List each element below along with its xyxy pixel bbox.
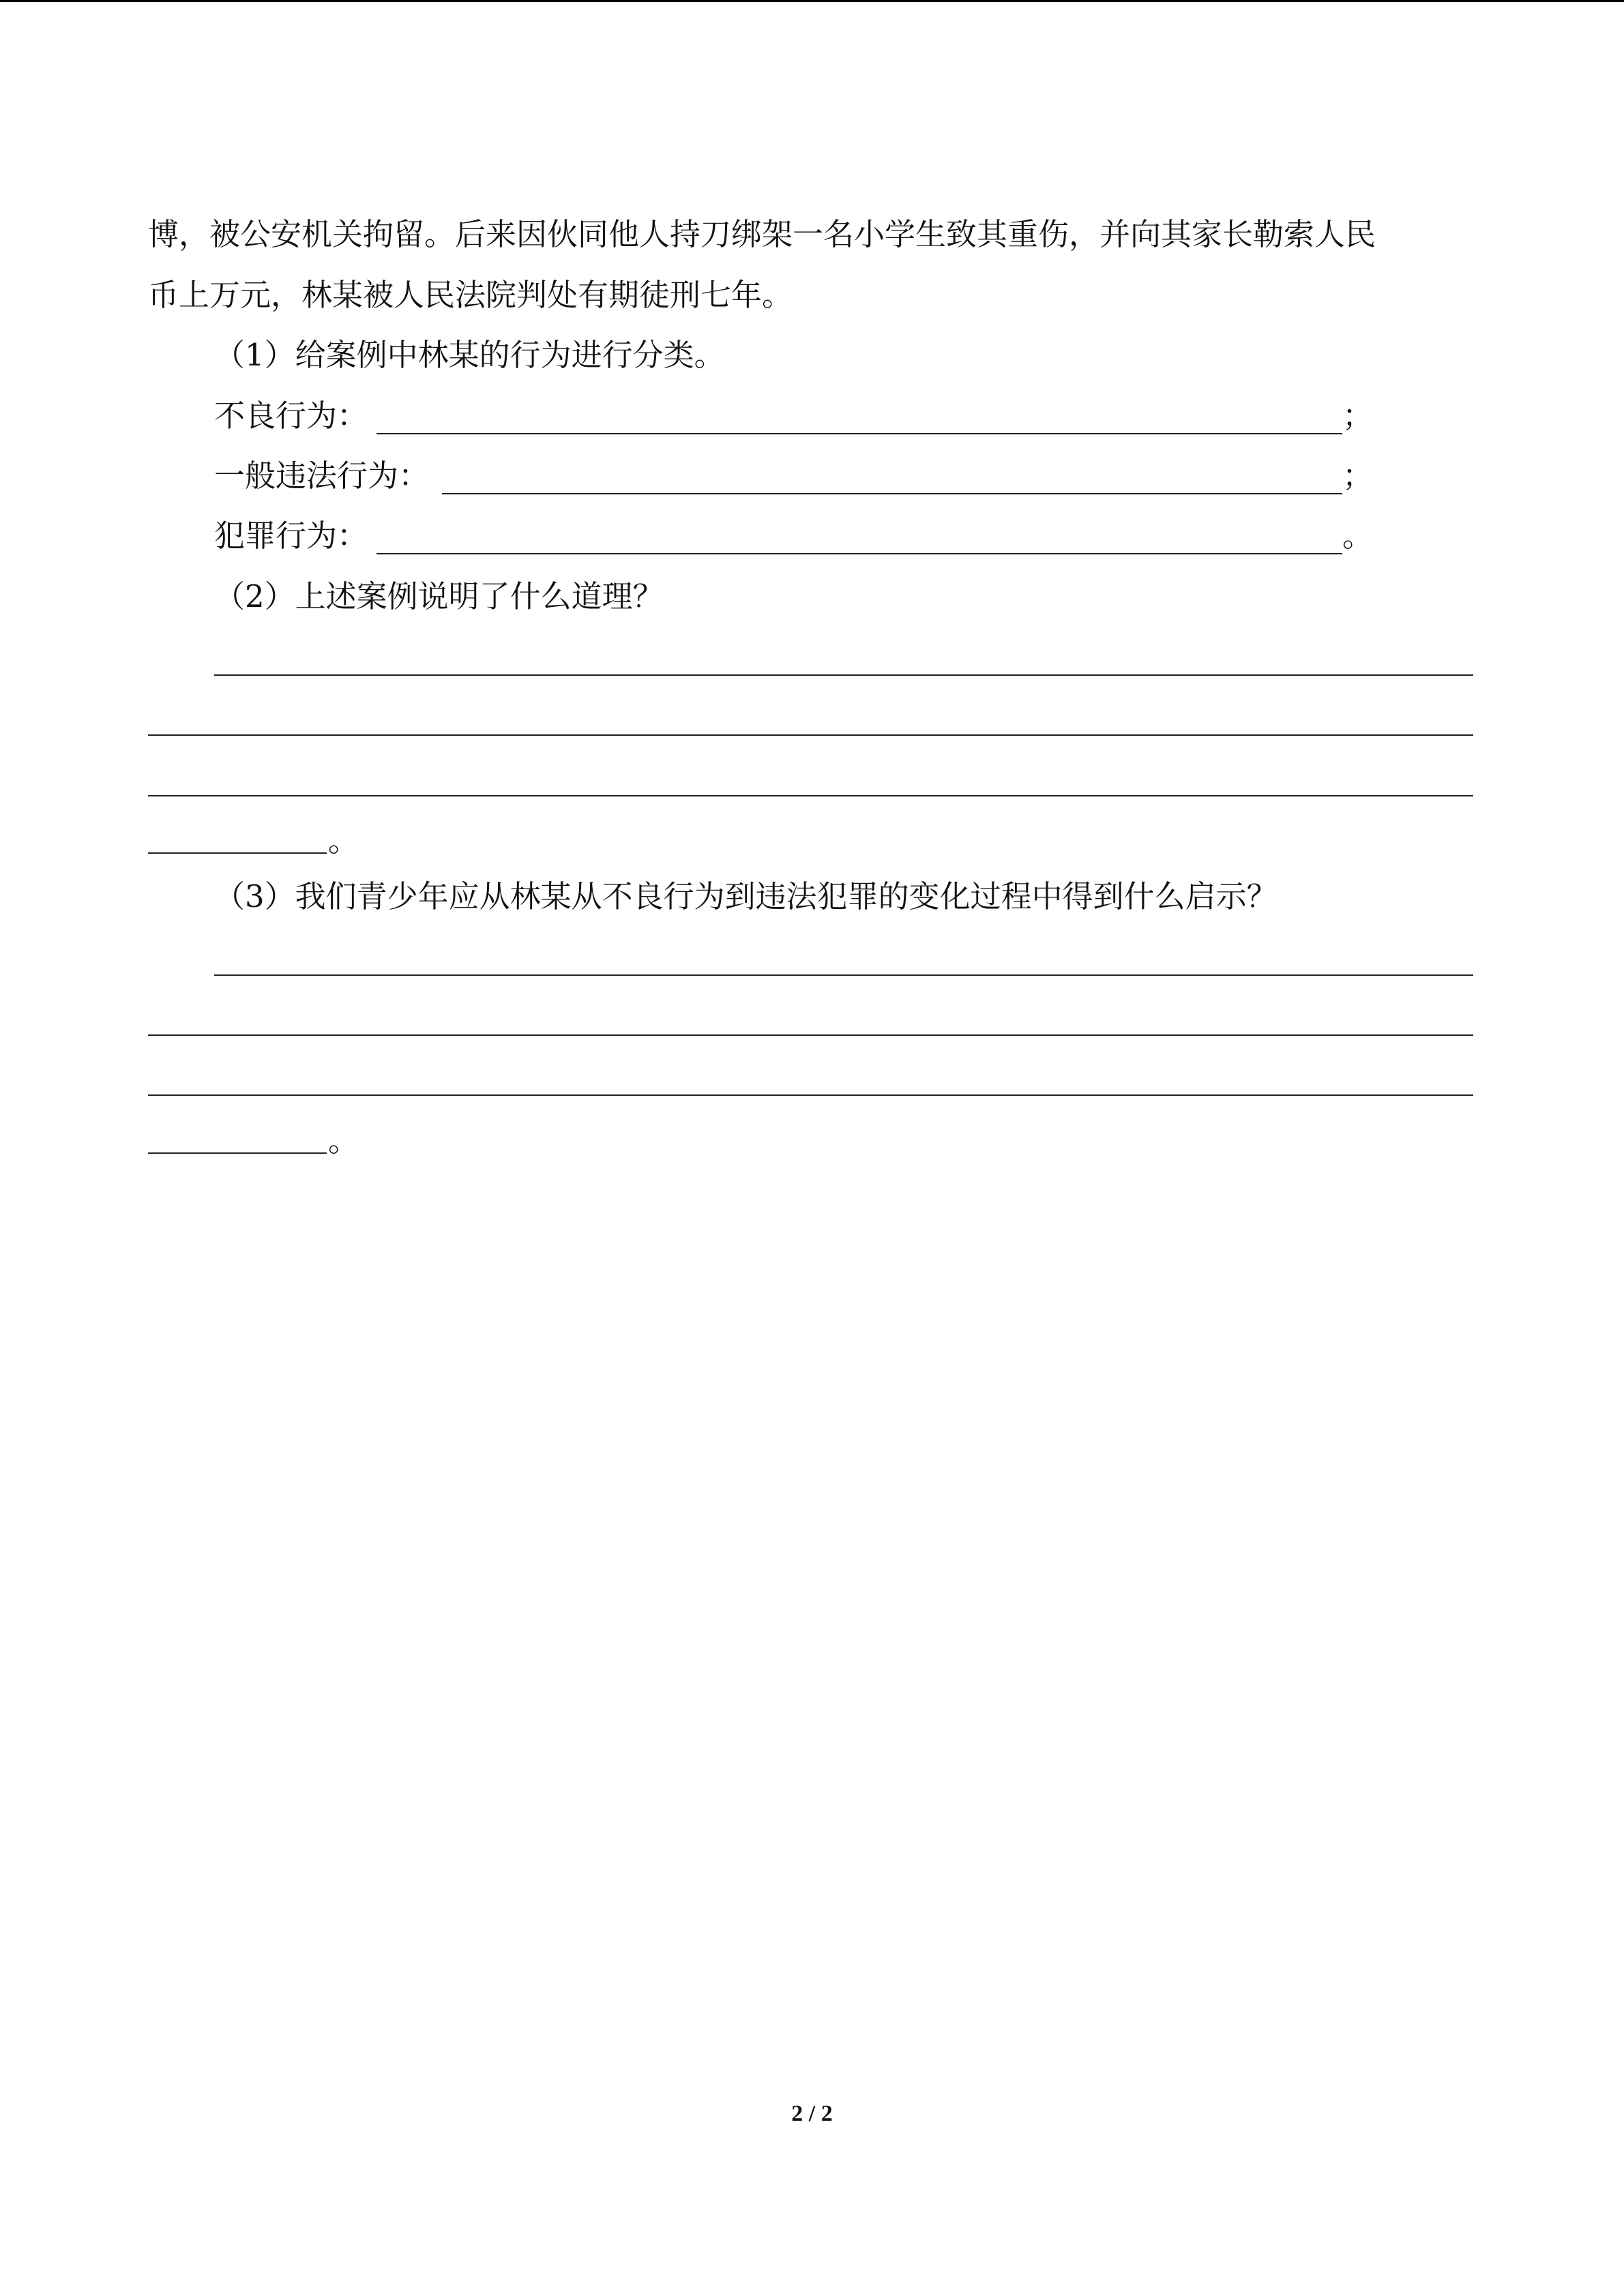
crime-behavior-end-mark: 。 bbox=[1342, 518, 1374, 554]
question-2-answer-line-2[interactable] bbox=[148, 734, 1473, 736]
question-1-prompt: （1）给案例中林某的行为进行分类。 bbox=[214, 337, 725, 373]
illegal-behavior-answer-line[interactable] bbox=[442, 493, 1342, 494]
illegal-behavior-end-mark: ； bbox=[1342, 458, 1374, 494]
passage-line-1: 博，被公安机关拘留。后来因伙同他人持刀绑架一名小学生致其重伤，并向其家长勒索人民 bbox=[148, 216, 1376, 252]
question-3-end-mark: 。 bbox=[328, 1122, 359, 1159]
question-3-prompt: （3）我们青少年应从林某从不良行为到违法犯罪的变化过程中得到什么启示？ bbox=[214, 878, 1278, 914]
page-top-border bbox=[0, 0, 1624, 2]
question-3-answer-line-3[interactable] bbox=[148, 1094, 1473, 1096]
crime-behavior-label: 犯罪行为： bbox=[214, 518, 368, 554]
question-2-answer-line-4[interactable] bbox=[148, 852, 327, 854]
question-2-prompt: （2）上述案例说明了什么道理？ bbox=[214, 578, 664, 614]
question-2-answer-line-3[interactable] bbox=[148, 795, 1473, 796]
question-3-answer-line-2[interactable] bbox=[148, 1034, 1473, 1036]
page-number: 2 / 2 bbox=[791, 2101, 833, 2126]
bad-behavior-end-mark: ； bbox=[1342, 398, 1374, 434]
illegal-behavior-label: 一般违法行为： bbox=[214, 458, 430, 494]
bad-behavior-label: 不良行为： bbox=[214, 398, 368, 434]
question-3-answer-line-4[interactable] bbox=[148, 1152, 327, 1154]
question-2-end-mark: 。 bbox=[328, 822, 359, 859]
question-3-answer-line-1[interactable] bbox=[214, 974, 1473, 976]
question-2-answer-line-1[interactable] bbox=[214, 674, 1473, 676]
bad-behavior-answer-line[interactable] bbox=[377, 433, 1342, 434]
crime-behavior-answer-line[interactable] bbox=[377, 553, 1342, 554]
passage-line-2: 币上万元，林某被人民法院判处有期徒刑七年。 bbox=[148, 277, 793, 313]
